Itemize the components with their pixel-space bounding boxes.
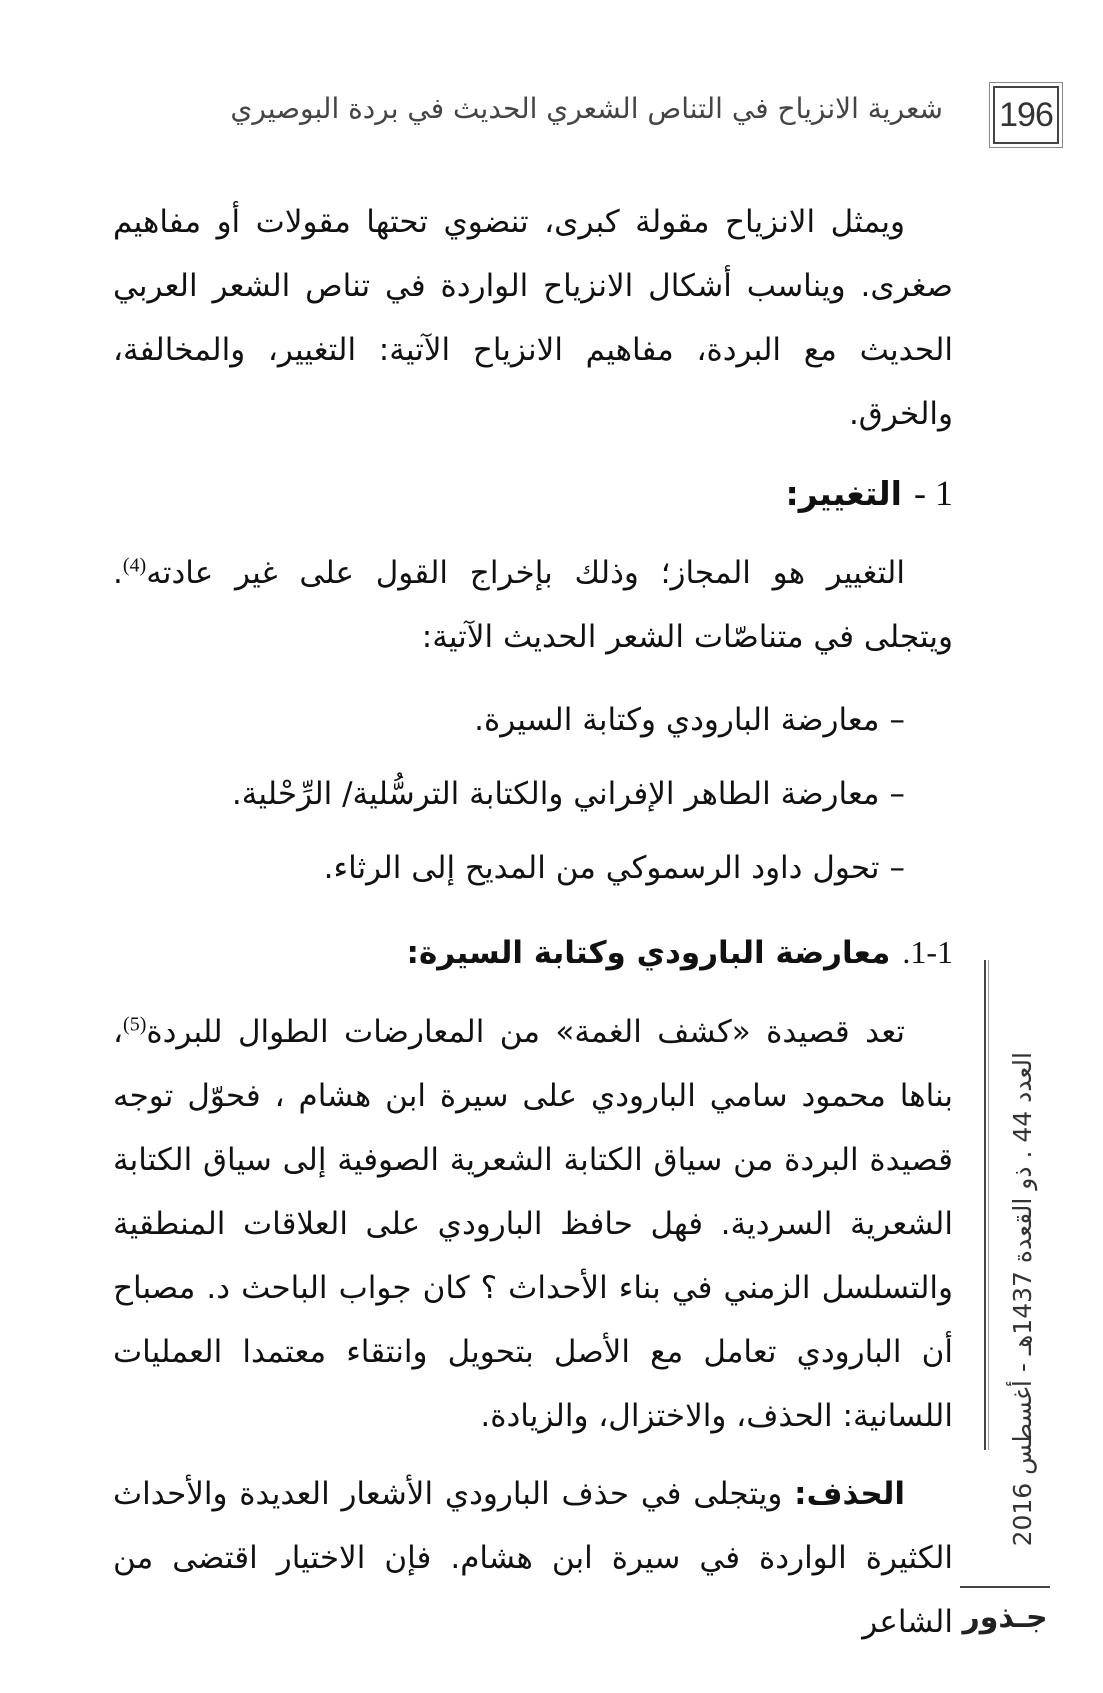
list-item-text: تحول داود الرسموكي من المديح إلى الرثاء.: [323, 850, 880, 886]
section-heading-change: [113, 460, 953, 527]
footnote-ref-5[interactable]: (5): [123, 1013, 147, 1036]
section-title: التغيير:: [785, 474, 902, 513]
change-paragraph: [113, 541, 953, 669]
list-item: [113, 683, 953, 757]
list-dash: –: [889, 702, 905, 738]
footnote-ref-4[interactable]: (4): [122, 554, 147, 577]
change-text-after: . ويتجلى في متناصّات الشعر الحديث الآتية:: [113, 555, 953, 655]
main-text-column: [113, 190, 953, 1654]
subsection-number: 1-1.: [902, 934, 953, 970]
kashf-text-after: ، بناها محمود سامي البارودي على سيرة ابن هشام ، فحوّل توجه قصيدة البردة من سياق الكتابة الشعرية الصوفية إلى سياق الكتابة الشعرية السردية. فهل حافظ البارودي على العلاقات المنطقية والتسلسل الزمني في بناء الأحداث ؟ كان جواب الباحث د. مصباح أن البارودي تعامل مع الأصل بتحويل وانتقاء معتمدا العمليات اللسانية: الحذف، والاختزال، والزيادة.: [113, 1014, 953, 1434]
kashf-text-before: تعد قصيدة «كشف الغمة» من المعارضات الطوال للبردة: [146, 1014, 905, 1050]
section-number: 1 -: [914, 473, 953, 513]
deletion-lead: الحذف:: [794, 1476, 905, 1512]
subsection-title: معارضة البارودي وكتابة السيرة:: [406, 935, 891, 971]
deletion-paragraph: [113, 1462, 953, 1654]
logo-rule: [960, 1586, 1050, 1588]
page-number: 196: [993, 86, 1059, 144]
subsection-heading: [113, 919, 953, 986]
list-item-text: معارضة البارودي وكتابة السيرة.: [474, 702, 880, 738]
deletion-text: ويتجلى في حذف البارودي الأشعار العديدة والأحداث الكثيرة الواردة في سيرة ابن هشام. فإن الاختيار اقتضى من الشاعر: [113, 1476, 953, 1640]
side-rule: [984, 960, 986, 1450]
list-item-text: معارضة الطاهر الإفراني والكتابة الترسُّلية/ الرِّحْلية.: [231, 776, 880, 812]
kashf-paragraph: [113, 1000, 953, 1448]
list-dash: –: [889, 776, 905, 812]
side-rule-thin: [988, 960, 989, 1450]
change-text-before: التغيير هو المجاز؛ وذلك بإخراج القول على غير عادته: [146, 555, 905, 591]
list-item: [113, 831, 953, 905]
running-title: شعرية الانزياح في التناص الشعري الحديث في بردة البوصيري: [230, 92, 943, 125]
intro-paragraph: ويمثل الانزياح مقولة كبرى، تنضوي تحتها مقولات أو مفاهيم صغرى. ويناسب أشكال الانزياح الواردة في تناص الشعر العربي الحديث مع البردة، مفاهيم الانزياح الآتية: التغيير، والمخالفة، والخرق.: [113, 204, 953, 432]
list-dash: –: [889, 850, 905, 886]
issue-side-note: العدد 44 . ذو القعدة 1437هـ - أغسطس 2016: [1008, 1052, 1037, 1547]
journal-logo: جـذور: [962, 1600, 1048, 1635]
list-item: [113, 757, 953, 831]
